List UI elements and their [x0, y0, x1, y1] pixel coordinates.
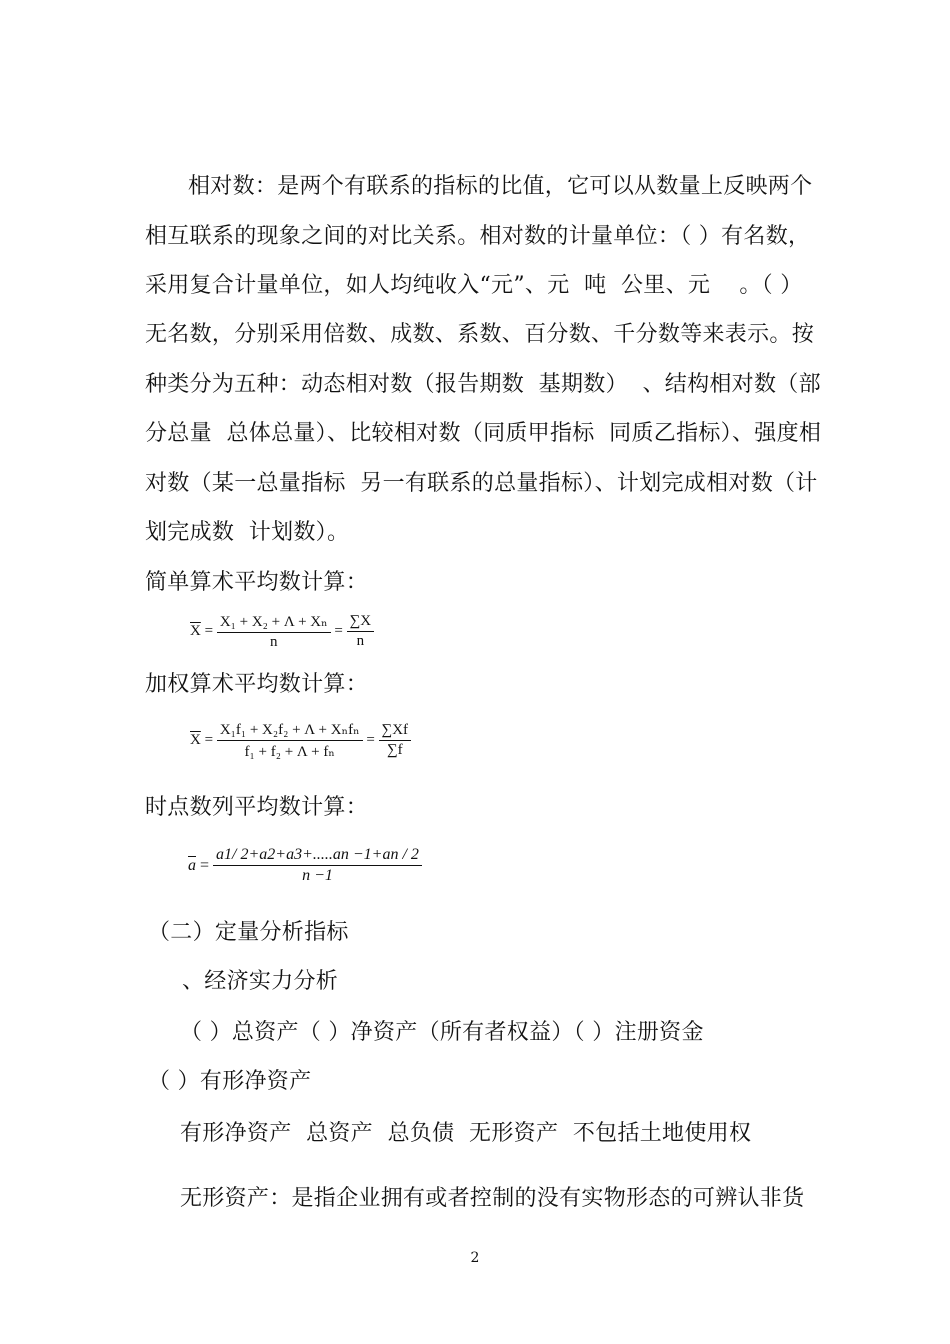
page-number: 2	[470, 1250, 480, 1266]
heading-simple-mean: 简单算术平均数计算：	[145, 570, 369, 595]
formula-text-line: 有形净资产 总资产 总负债 无形资产 不包括土地使用权	[180, 1121, 752, 1146]
paragraph-line: 分总量 总体总量）、比较相对数（同质甲指标 同质乙指标）、强度相	[145, 421, 822, 446]
paragraph-line: 采用复合计量单位，如人均纯收入“元”、元 吨 公里、元 。（ ）	[145, 273, 803, 298]
paragraph-line: 无形资产：是指企业拥有或者控制的没有实物形态的可辨认非货	[180, 1186, 805, 1211]
paragraph-line: 无名数，分别采用倍数、成数、系数、百分数、千分数等来表示。按	[145, 322, 815, 347]
paragraph-line: 种类分为五种：动态相对数（报告期数 基期数） 、结构相对数（部	[145, 372, 821, 397]
subsection-heading: 、经济实力分析	[182, 969, 339, 994]
list-line: （ ）有形净资产	[148, 1069, 312, 1094]
heading-timepoint-mean: 时点数列平均数计算：	[145, 795, 369, 820]
paragraph-line: 对数（某一总量指标 另一有联系的总量指标）、计划完成相对数（计	[145, 471, 818, 496]
list-line: （ ）总资产（ ）净资产（所有者权益）（ ）注册资金	[180, 1020, 704, 1045]
paragraph-line: 划完成数 计划数）。	[145, 520, 350, 545]
formula-timepoint-mean: $\overline{a}$ = $\frac{a1/ 2+a2+a3+.....an -1+an / 2}{n -1}$	[188, 846, 422, 885]
section-heading: （二）定量分析指标	[148, 920, 349, 945]
formula-weighted-mean: $\overline{X}$ = $\frac{\text{X₁f₁ + X₂f₂ + Λ + Xₙfₙ}}{\text{f₁ + f₂ + Λ + fₙ}}$ = $\frac{\sum Xf}{\sum f}$	[190, 720, 411, 761]
paragraph-line: 相互联系的现象之间的对比关系。相对数的计量单位：（ ）有名数，	[145, 224, 811, 249]
formula-simple-mean: $\overline{X}$ = $\frac{\text{X₁ + X₂ + Λ + Xₙ}}{n}$ = $\frac{\sum X}{n}$	[190, 612, 374, 651]
paragraph-line: 相对数：是两个有联系的指标的比值，它可以从数量上反映两个	[188, 174, 813, 199]
heading-weighted-mean: 加权算术平均数计算：	[145, 672, 369, 697]
